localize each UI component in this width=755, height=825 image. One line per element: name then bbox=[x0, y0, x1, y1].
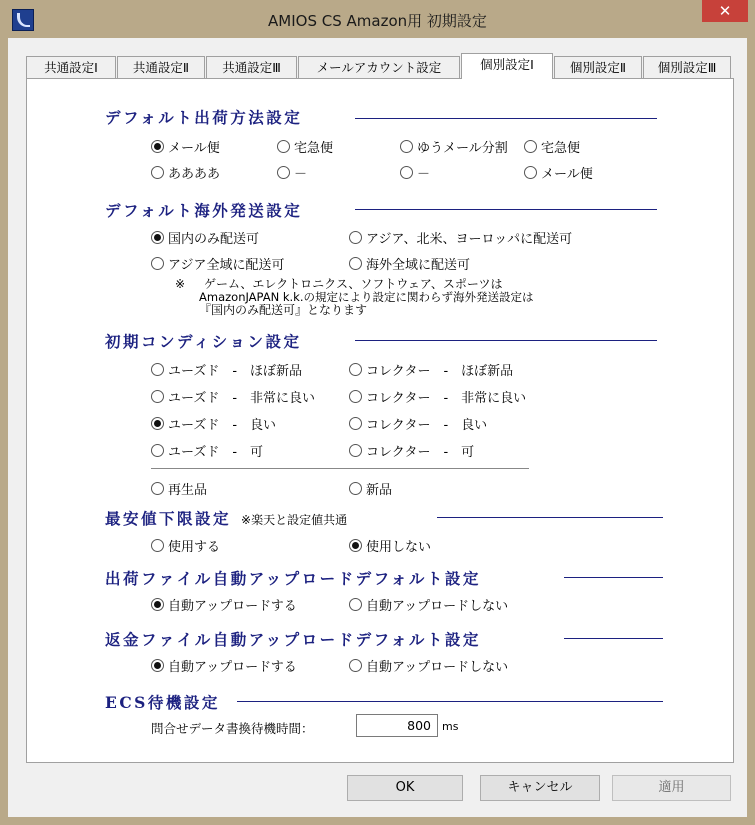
radio-cond-collector-acceptable[interactable]: コレクター - 可 bbox=[349, 441, 474, 460]
radio-checked-icon bbox=[151, 140, 164, 153]
condition-separator bbox=[151, 468, 529, 469]
radio-ship-takkyubin-2[interactable]: 宅急便 bbox=[524, 137, 580, 156]
radio-minprice-nouse[interactable]: 使用しない bbox=[349, 536, 431, 555]
tab-common-2[interactable]: 共通設定Ⅱ bbox=[117, 56, 205, 78]
refund-upload-heading: 返金ファイル自動アップロードデフォルト設定 bbox=[105, 630, 481, 649]
ship-upload-heading: 出荷ファイル自動アップロードデフォルト設定 bbox=[105, 569, 481, 588]
radio-ship-mail[interactable]: メール便 bbox=[151, 137, 220, 156]
radio-checked-icon bbox=[151, 659, 164, 672]
min-price-rule bbox=[437, 517, 663, 518]
tab-individual-2[interactable]: 個別設定Ⅱ bbox=[554, 56, 642, 78]
radio-icon bbox=[151, 166, 164, 179]
radio-ship-dash-1[interactable]: － bbox=[277, 163, 307, 182]
cancel-button[interactable]: キャンセル bbox=[480, 775, 600, 801]
radio-refund-upload-noauto[interactable]: 自動アップロードしない bbox=[349, 656, 508, 675]
radio-cond-used-like-new[interactable]: ユーズド - ほぼ新品 bbox=[151, 360, 302, 379]
overseas-note-line-3: 『国内のみ配送可』となります bbox=[199, 303, 368, 317]
radio-icon bbox=[349, 482, 362, 495]
radio-ship-aaaa[interactable]: ああああ bbox=[151, 163, 220, 182]
radio-overseas-asia-na-eu[interactable]: アジア、北米、ヨーロッパに配送可 bbox=[349, 228, 572, 247]
apply-button[interactable]: 適用 bbox=[612, 775, 731, 801]
radio-ship-dash-2[interactable]: － bbox=[400, 163, 430, 182]
tab-individual-3[interactable]: 個別設定Ⅲ bbox=[643, 56, 731, 78]
radio-icon bbox=[400, 140, 413, 153]
ok-button[interactable]: OK bbox=[347, 775, 463, 801]
client-area bbox=[8, 38, 747, 817]
title-bar[interactable] bbox=[0, 0, 755, 38]
radio-cond-collector-good[interactable]: コレクター - 良い bbox=[349, 414, 487, 433]
radio-icon bbox=[349, 444, 362, 457]
shipping-method-heading: デフォルト出荷方法設定 bbox=[105, 108, 303, 127]
shipping-method-rule bbox=[355, 118, 657, 119]
radio-icon bbox=[277, 140, 290, 153]
overseas-note-line-2: AmazonJAPAN k.k.の規定により設定に関わらず海外発送設定は bbox=[199, 290, 534, 304]
tab-common-3[interactable]: 共通設定Ⅲ bbox=[206, 56, 297, 78]
radio-checked-icon bbox=[349, 539, 362, 552]
radio-cond-used-acceptable[interactable]: ユーズド - 可 bbox=[151, 441, 263, 460]
radio-ship-upload-noauto[interactable]: 自動アップロードしない bbox=[349, 595, 508, 614]
radio-icon bbox=[151, 482, 164, 495]
radio-minprice-use[interactable]: 使用する bbox=[151, 536, 220, 555]
radio-ship-mail-2[interactable]: メール便 bbox=[524, 163, 593, 182]
condition-heading: 初期コンディション設定 bbox=[105, 332, 302, 351]
radio-cond-refurbished[interactable]: 再生品 bbox=[151, 479, 207, 498]
tab-individual-1[interactable]: 個別設定Ⅰ bbox=[461, 53, 553, 79]
radio-icon bbox=[349, 231, 362, 244]
tab-common-1[interactable]: 共通設定Ⅰ bbox=[26, 56, 116, 78]
min-price-heading: 最安値下限設定 ※楽天と設定値共通 bbox=[105, 509, 348, 528]
ecs-wait-input[interactable]: 800 bbox=[356, 714, 438, 737]
window-title: AMIOS CS Amazon用 初期設定 bbox=[268, 12, 487, 30]
refund-upload-rule bbox=[564, 638, 663, 639]
radio-overseas-domestic[interactable]: 国内のみ配送可 bbox=[151, 228, 259, 247]
radio-icon bbox=[524, 140, 537, 153]
radio-cond-new[interactable]: 新品 bbox=[349, 479, 392, 498]
radio-icon bbox=[151, 257, 164, 270]
overseas-heading: デフォルト海外発送設定 bbox=[105, 201, 303, 220]
radio-overseas-asia-all[interactable]: アジア全域に配送可 bbox=[151, 254, 284, 273]
ecs-wait-unit: ms bbox=[442, 720, 459, 733]
radio-refund-upload-auto[interactable]: 自動アップロードする bbox=[151, 656, 297, 675]
condition-rule bbox=[355, 340, 657, 341]
radio-icon bbox=[349, 417, 362, 430]
radio-icon bbox=[151, 390, 164, 403]
tab-panel bbox=[26, 78, 734, 763]
radio-checked-icon bbox=[151, 231, 164, 244]
ship-upload-rule bbox=[564, 577, 663, 578]
radio-icon bbox=[349, 659, 362, 672]
tab-mail-account[interactable]: メールアカウント設定 bbox=[298, 56, 460, 78]
ecs-rule bbox=[237, 701, 663, 702]
radio-icon bbox=[151, 539, 164, 552]
overseas-rule bbox=[355, 209, 657, 210]
radio-cond-collector-very-good[interactable]: コレクター - 非常に良い bbox=[349, 387, 526, 406]
radio-overseas-worldwide[interactable]: 海外全域に配送可 bbox=[349, 254, 470, 273]
radio-icon bbox=[349, 257, 362, 270]
radio-ship-upload-auto[interactable]: 自動アップロードする bbox=[151, 595, 297, 614]
radio-icon bbox=[349, 390, 362, 403]
radio-cond-used-very-good[interactable]: ユーズド - 非常に良い bbox=[151, 387, 315, 406]
close-button[interactable]: ✕ bbox=[702, 0, 748, 22]
radio-checked-icon bbox=[151, 417, 164, 430]
radio-cond-used-good[interactable]: ユーズド - 良い bbox=[151, 414, 276, 433]
overseas-note-mark: ※ bbox=[175, 277, 186, 291]
overseas-note-line-1: ゲーム、エレクトロニクス、ソフトウェア、スポーツは bbox=[204, 277, 503, 291]
radio-icon bbox=[277, 166, 290, 179]
radio-icon bbox=[524, 166, 537, 179]
radio-cond-collector-like-new[interactable]: コレクター - ほぼ新品 bbox=[349, 360, 513, 379]
min-price-note: ※楽天と設定値共通 bbox=[241, 513, 348, 527]
radio-ship-yu-mail[interactable]: ゆうメール分割 bbox=[400, 137, 508, 156]
radio-ship-takkyubin[interactable]: 宅急便 bbox=[277, 137, 333, 156]
radio-icon bbox=[349, 598, 362, 611]
radio-checked-icon bbox=[151, 598, 164, 611]
ecs-heading: ECS待機設定 bbox=[105, 693, 220, 712]
radio-icon bbox=[349, 363, 362, 376]
radio-icon bbox=[400, 166, 413, 179]
radio-icon bbox=[151, 444, 164, 457]
ecs-wait-label: 問合せデータ書換待機時間： bbox=[151, 721, 314, 736]
radio-icon bbox=[151, 363, 164, 376]
